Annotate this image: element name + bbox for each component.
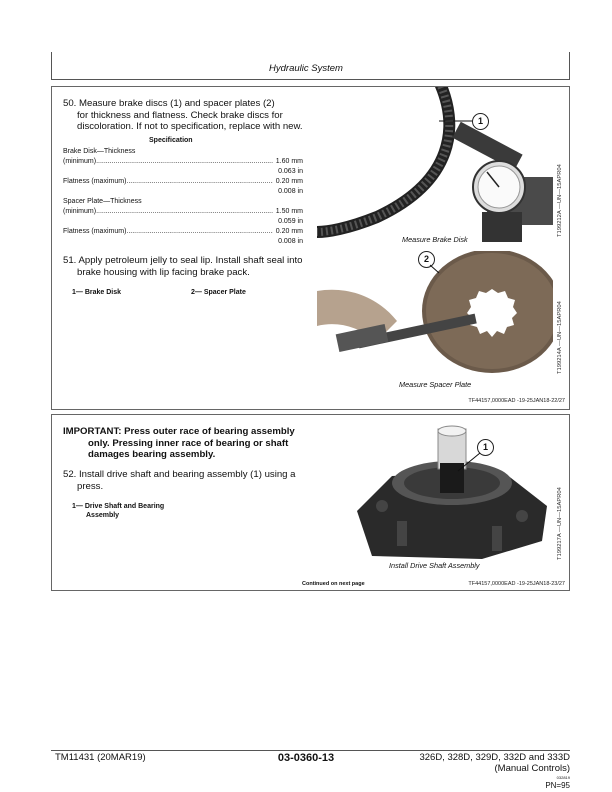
procedure-block-brake-discs (51, 86, 570, 410)
callout-1-brake-disk: 1 (472, 113, 489, 130)
legend-spacer-plate: 2— Spacer Plate (191, 289, 246, 296)
procedure-block-drive-shaft (51, 414, 570, 591)
photo-install-drive-shaft (352, 421, 552, 561)
figure-id-1: T199212A —UN—15APR04 (557, 164, 563, 237)
figure-id-2: T199214A —UN—15APR04 (557, 301, 563, 374)
spec-table (63, 147, 303, 247)
footer-rule (51, 750, 570, 751)
reference-code: TF44157,0000EAD -19-25JAN18-23/27 (468, 581, 565, 587)
step-50: 50. Measure brake discs (1) and spacer plates (2) for thickness and flatness. Check brake discs for discoloration. If not to specification, replace with new. (63, 98, 303, 132)
legend-brake-disk: 1— Brake Disk (72, 289, 122, 296)
caption-measure-spacer-plate: Measure Spacer Plate (399, 380, 472, 389)
spec-value-in: 0.059 in (278, 218, 303, 225)
callout-leader-line (352, 421, 552, 561)
header-rule (51, 79, 570, 80)
page-number: 03-0360-13 (277, 752, 335, 764)
print-date-code: 032819 (556, 775, 570, 780)
step-51: 51. Apply petroleum jelly to seal lip. Install shaft seal into brake housing with lip facing brake pack. (63, 255, 303, 278)
spec-value-in: 0.008 in (278, 238, 303, 245)
pn-number: PN=95 (545, 781, 570, 790)
continued-on-next-page: Continued on next page (302, 581, 365, 587)
callout-leader-line (317, 251, 553, 379)
reference-code: TF44157,0000EAD -19-25JAN18-22/27 (468, 398, 565, 404)
manual-number: TM11431 (20MAR19) (55, 752, 146, 763)
models: 326D, 328D, 329D, 332D and 333D (Manual Controls) (419, 752, 570, 774)
spec-value-in: 0.063 in (278, 168, 303, 175)
spec-spacer-thickness-label: Spacer Plate—Thickness (63, 198, 142, 205)
spec-row: Flatness (maximum) ..... 0.20 mm (63, 177, 303, 187)
photo-measure-brake-disk (317, 87, 553, 247)
important-notice: IMPORTANT: Press outer race of bearing assembly only. Pressing inner race of bearing or shaft damages bearing assembly. (63, 426, 295, 460)
spec-row: (minimum) ..... 1.50 mm (63, 207, 303, 217)
legend-drive-shaft: 1— Drive Shaft and Bearing Assembly (72, 503, 165, 519)
spec-brake-thickness-label: Brake Disk—Thickness (63, 148, 136, 155)
photo-measure-spacer-plate (317, 251, 553, 379)
spec-row: (minimum) ..... 1.60 mm (63, 157, 303, 167)
step-52: 52. Install drive shaft and bearing assembly (1) using a press. (63, 469, 296, 492)
caption-install-drive-shaft: Install Drive Shaft Assembly (389, 561, 480, 570)
spec-heading: Specification (149, 137, 193, 144)
figure-id-3: T199217A —UN—15APR04 (557, 487, 563, 560)
spec-value-in: 0.008 in (278, 188, 303, 195)
spec-row: Flatness (maximum) ..... 0.20 mm (63, 227, 303, 237)
caption-measure-brake-disk: Measure Brake Disk (402, 235, 468, 244)
callout-1-drive-shaft: 1 (477, 439, 494, 456)
page-header-title: Hydraulic System (269, 63, 343, 74)
callout-2-spacer-plate: 2 (418, 251, 435, 268)
callout-leader-line (317, 87, 553, 247)
